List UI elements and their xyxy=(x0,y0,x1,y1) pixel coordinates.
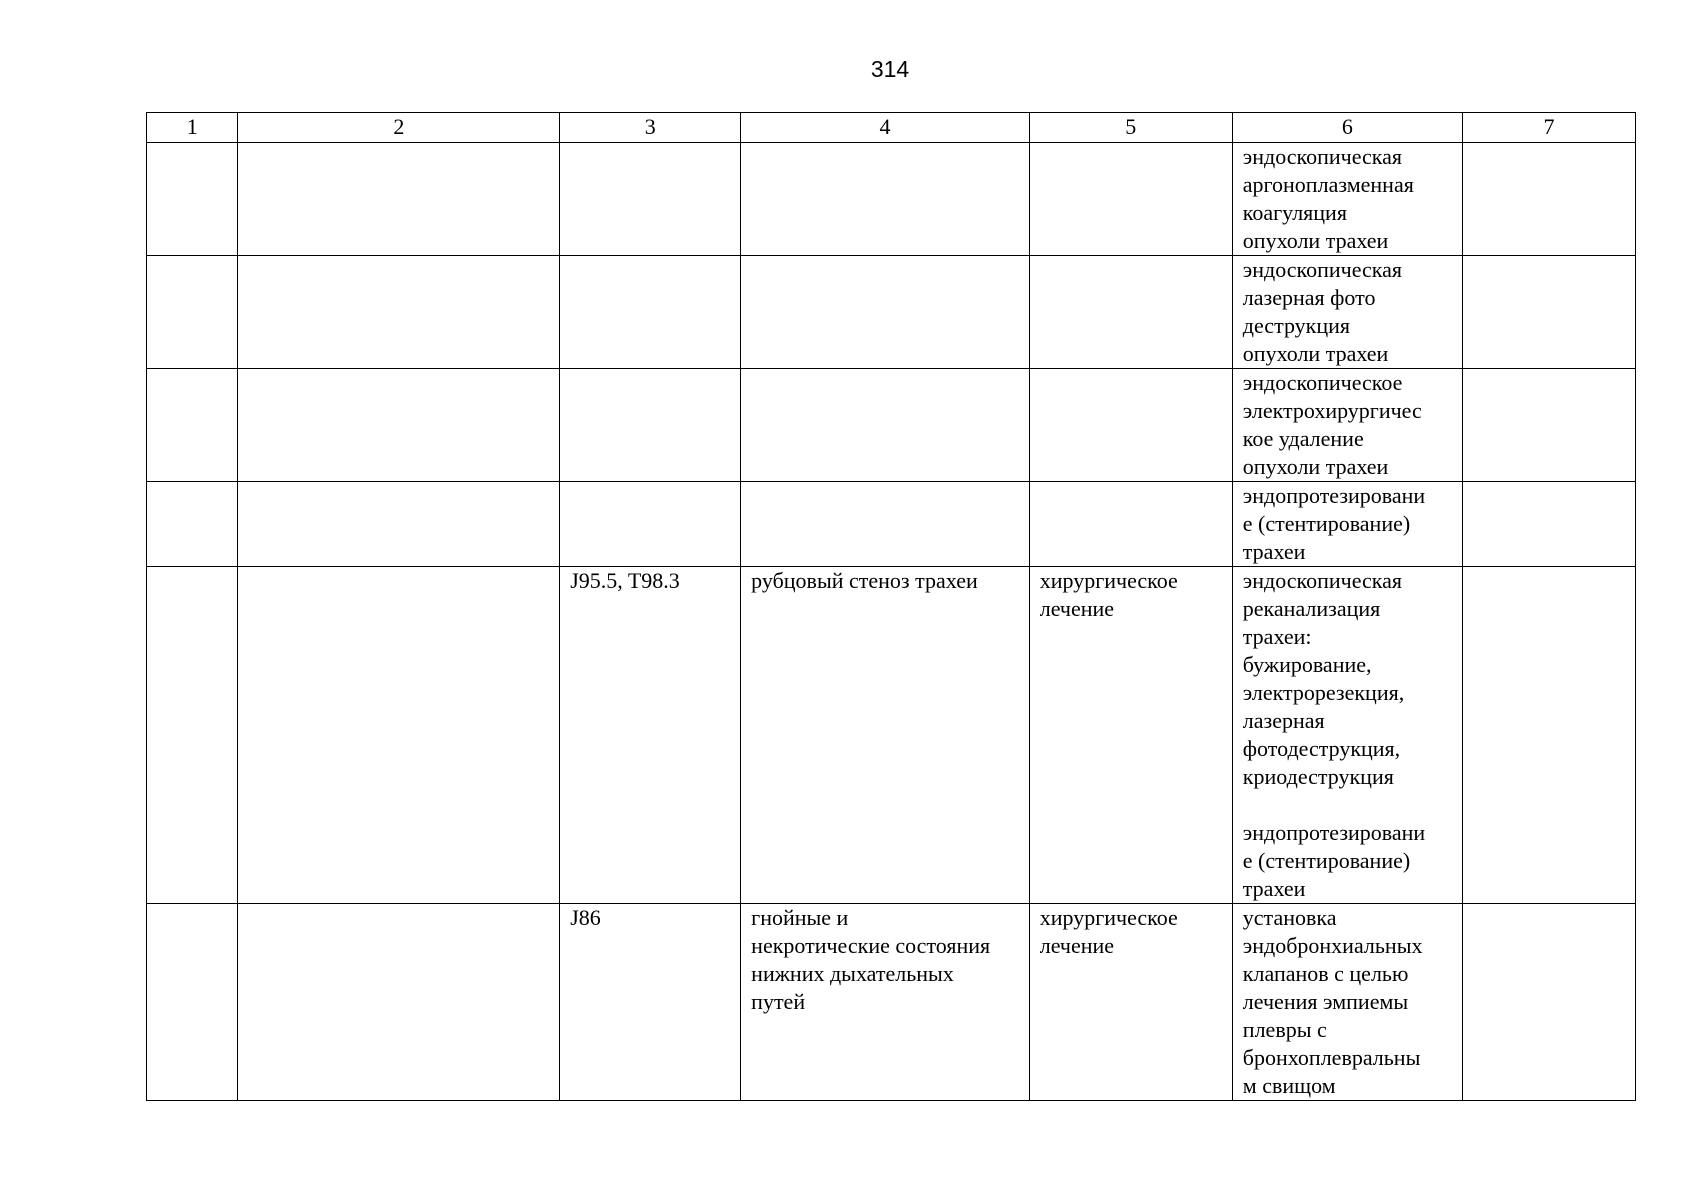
column-header: 6 xyxy=(1232,113,1462,143)
table-cell xyxy=(1463,482,1636,567)
table-cell xyxy=(238,482,560,567)
column-header: 2 xyxy=(238,113,560,143)
table-row xyxy=(147,904,1636,1101)
column-header: 1 xyxy=(147,113,238,143)
table-cell xyxy=(560,143,741,256)
table-row xyxy=(147,567,1636,904)
table-row xyxy=(147,369,1636,482)
table-cell xyxy=(147,567,238,904)
table-cell: эндоскопическая аргоноплазменная коагуляция опухоли трахеи xyxy=(1232,143,1462,256)
treatment-type-cell: хирургическое лечение xyxy=(1029,567,1232,904)
table-cell xyxy=(147,482,238,567)
table-cell xyxy=(741,369,1030,482)
table-cell xyxy=(1029,143,1232,256)
table-cell xyxy=(238,256,560,369)
treatment-method-text: эндоскопическая реканализация трахеи: бужирование, электрорезекция, лазерная фотодеструкция, криодеструкция xyxy=(1242,568,1405,789)
table-cell xyxy=(1463,256,1636,369)
table-cell xyxy=(1029,256,1232,369)
table-row xyxy=(147,482,1636,567)
column-header: 3 xyxy=(560,113,741,143)
table-cell xyxy=(560,369,741,482)
table-cell xyxy=(560,256,741,369)
table-cell xyxy=(147,143,238,256)
treatment-method-cell xyxy=(1232,567,1462,904)
medical-procedures-table xyxy=(146,112,1636,1101)
table-row xyxy=(147,256,1636,369)
table-cell xyxy=(560,482,741,567)
treatment-method-cell: установка эндобронхиальных клапанов с целью лечения эмпиемы плевры с бронхоплевральны м свищом xyxy=(1232,904,1462,1101)
table-cell xyxy=(238,143,560,256)
table-cell xyxy=(147,369,238,482)
table-cell xyxy=(1029,369,1232,482)
treatment-method-text: эндопротезировани е (стентирование) трахеи xyxy=(1242,820,1426,901)
table-cell: эндопротезировани е (стентирование) трахеи xyxy=(1232,482,1462,567)
column-number-row xyxy=(147,113,1636,143)
column-header: 4 xyxy=(741,113,1030,143)
column-header: 5 xyxy=(1029,113,1232,143)
diagnosis-cell: рубцовый стеноз трахеи xyxy=(741,567,1030,904)
table-cell xyxy=(147,256,238,369)
table-cell xyxy=(1463,143,1636,256)
table-cell xyxy=(741,482,1030,567)
table-cell xyxy=(1463,904,1636,1101)
table-cell xyxy=(238,369,560,482)
table-cell xyxy=(741,143,1030,256)
table-cell xyxy=(238,567,560,904)
diagnosis-code-cell: J95.5, T98.3 xyxy=(560,567,741,904)
table-cell xyxy=(147,904,238,1101)
table-row xyxy=(147,143,1636,256)
table-cell xyxy=(1463,369,1636,482)
table-cell xyxy=(238,904,560,1101)
table-cell: эндоскопическая лазерная фото деструкция опухоли трахеи xyxy=(1232,256,1462,369)
table-cell xyxy=(1029,482,1232,567)
diagnosis-cell: гнойные и некротические состояния нижних дыхательных путей xyxy=(741,904,1030,1101)
column-header: 7 xyxy=(1463,113,1636,143)
treatment-type-cell: хирургическое лечение xyxy=(1029,904,1232,1101)
page-number: 314 xyxy=(870,56,910,82)
table-cell xyxy=(741,256,1030,369)
diagnosis-code-cell: J86 xyxy=(560,904,741,1101)
table-cell: эндоскопическое электрохирургичес кое удаление опухоли трахеи xyxy=(1232,369,1462,482)
table-cell xyxy=(1463,567,1636,904)
